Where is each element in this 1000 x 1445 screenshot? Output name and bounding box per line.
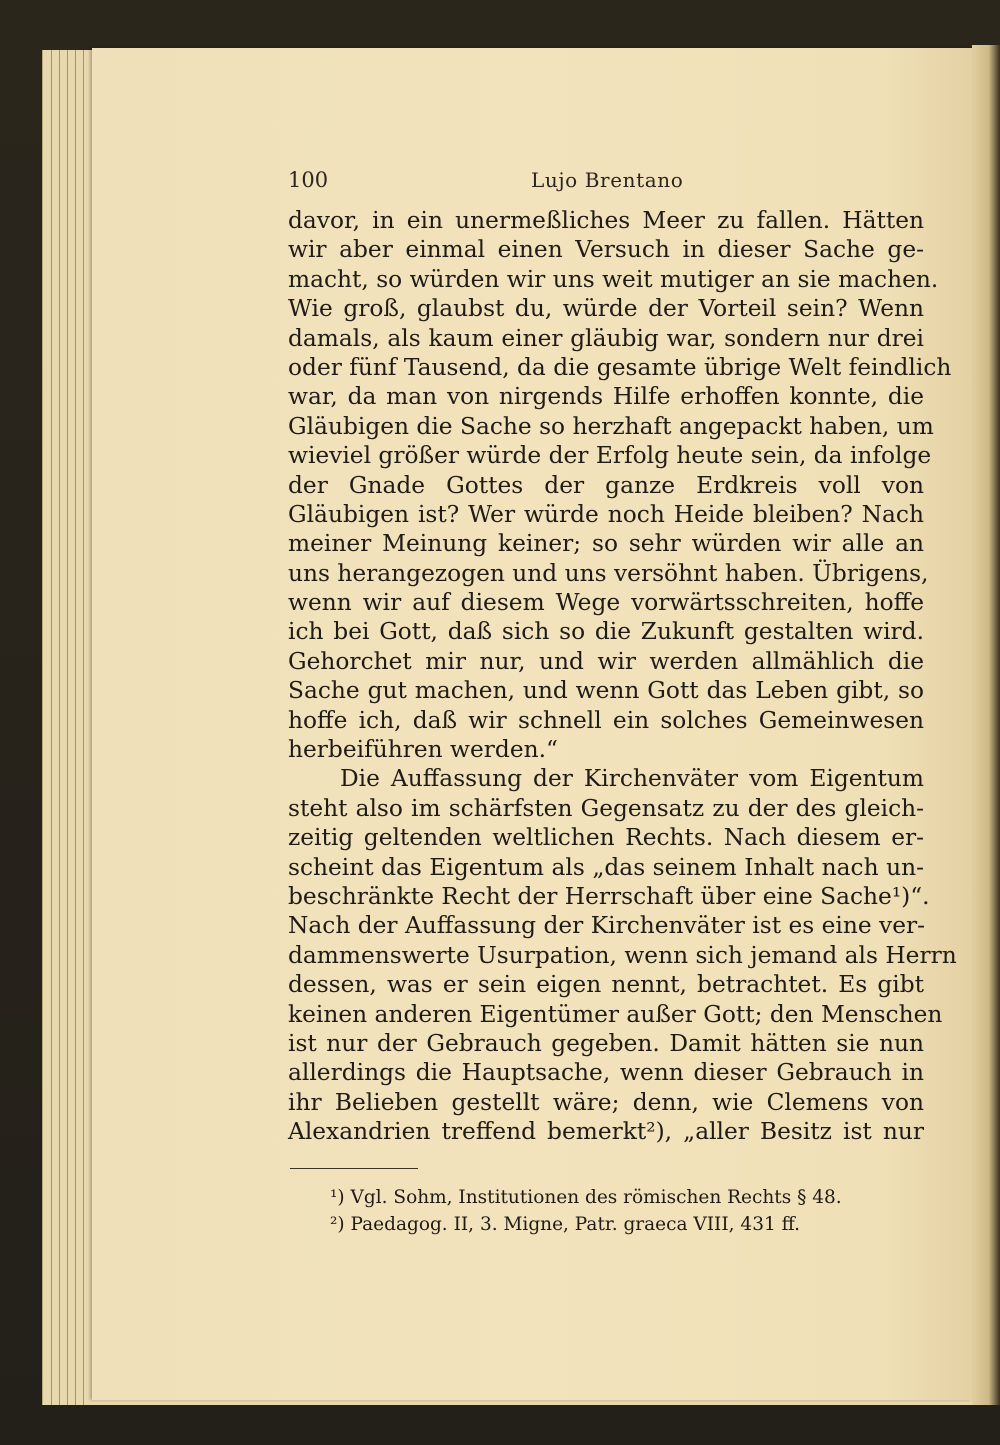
text-line: hoffe ich, daß wir schnell ein solches Gemeinwesen (288, 706, 924, 734)
text-line: Gläubigen die Sache so herzhaft angepackt haben, um (288, 412, 934, 440)
text-line: wir aber einmal einen Versuch in dieser Sache ge- (288, 236, 924, 264)
text-line: keinen anderen Eigentümer außer Gott; den Menschen (288, 1000, 943, 1028)
text-line: Alexandrien treffend bemerkt²), „aller Besitz ist nur (288, 1118, 924, 1146)
text-line: allerdings die Hauptsache, wenn dieser Gebrauch in (288, 1059, 924, 1087)
paragraph (288, 764, 957, 1146)
text-line: Die Auffassung der Kirchenväter vom Eigentum (340, 765, 924, 793)
footnote: ²) Paedagog. II, 3. Migne, Patr. graeca VIII, 431 ff. (330, 1214, 800, 1235)
text-line: dessen, was er sein eigen nennt, betrachtet. Es gibt (288, 971, 924, 999)
text-line: oder fünf Tausend, da die gesamte übrige Welt feindlich (288, 353, 952, 381)
text-line: ihr Belieben gestellt wäre; denn, wie Clemens von (288, 1088, 924, 1116)
text-line: davor, in ein unermeßliches Meer zu fallen. Hätten (288, 207, 924, 234)
running-head: Lujo Brentano (531, 168, 684, 192)
text-line: wenn wir auf diesem Wege vorwärtsschreiten, hoffe (288, 589, 924, 617)
page-number: 100 (288, 168, 329, 192)
text-line: scheint das Eigentum als „das seinem Inhalt nach un- (288, 853, 924, 881)
text-line: dammenswerte Usurpation, wenn sich jemand als Herrn (288, 941, 957, 969)
text-line: zeitig geltenden weltlichen Rechts. Nach diesem er- (288, 824, 924, 852)
footnotes (330, 1184, 890, 1238)
text-line: Gläubigen ist? Wer würde noch Heide bleiben? Nach (288, 500, 924, 528)
text-line: macht, so würden wir uns weit mutiger an sie machen. (288, 265, 939, 293)
text-line: der Gnade Gottes der ganze Erdkreis voll von (288, 471, 924, 499)
text-line: wieviel größer würde der Erfolg heute sein, da infolge (288, 442, 932, 470)
text-line: Nach der Auffassung der Kirchenväter ist es eine ver- (288, 912, 926, 940)
text-line: damals, als kaum einer gläubig war, sondern nur drei (288, 324, 924, 352)
text-line: Gehorchet mir nur, und wir werden allmählich die (288, 647, 924, 675)
text-line: ich bei Gott, daß sich so die Zukunft gestalten wird. (288, 618, 924, 646)
text-line: meiner Meinung keiner; so sehr würden wir alle an (288, 530, 924, 558)
text-line: beschränkte Recht der Herrschaft über eine Sache¹)“. (288, 882, 930, 910)
text-line: Sache gut machen, und wenn Gott das Leben gibt, so (288, 677, 924, 705)
text-line: herbeiführen werden.“ (288, 736, 558, 764)
paragraph (288, 206, 952, 764)
footnote: ¹) Vgl. Sohm, Institutionen des römischen Rechts § 48. (330, 1187, 842, 1208)
page-header (288, 168, 924, 198)
text-line: steht also im schärfsten Gegensatz zu der des gleich- (288, 794, 924, 822)
book-gutter-edge (972, 45, 1000, 1405)
footnote-divider (290, 1168, 418, 1169)
text-line: uns herangezogen und uns versöhnt haben. Übrigens, (288, 559, 929, 587)
text-line: war, da man von nirgends Hilfe erhoffen konnte, die (288, 383, 924, 411)
body-text (288, 206, 957, 1147)
text-line: ist nur der Gebrauch gegeben. Damit hätten sie nun (288, 1029, 924, 1057)
text-line: Wie groß, glaubst du, würde der Vorteil sein? Wenn (288, 295, 924, 323)
